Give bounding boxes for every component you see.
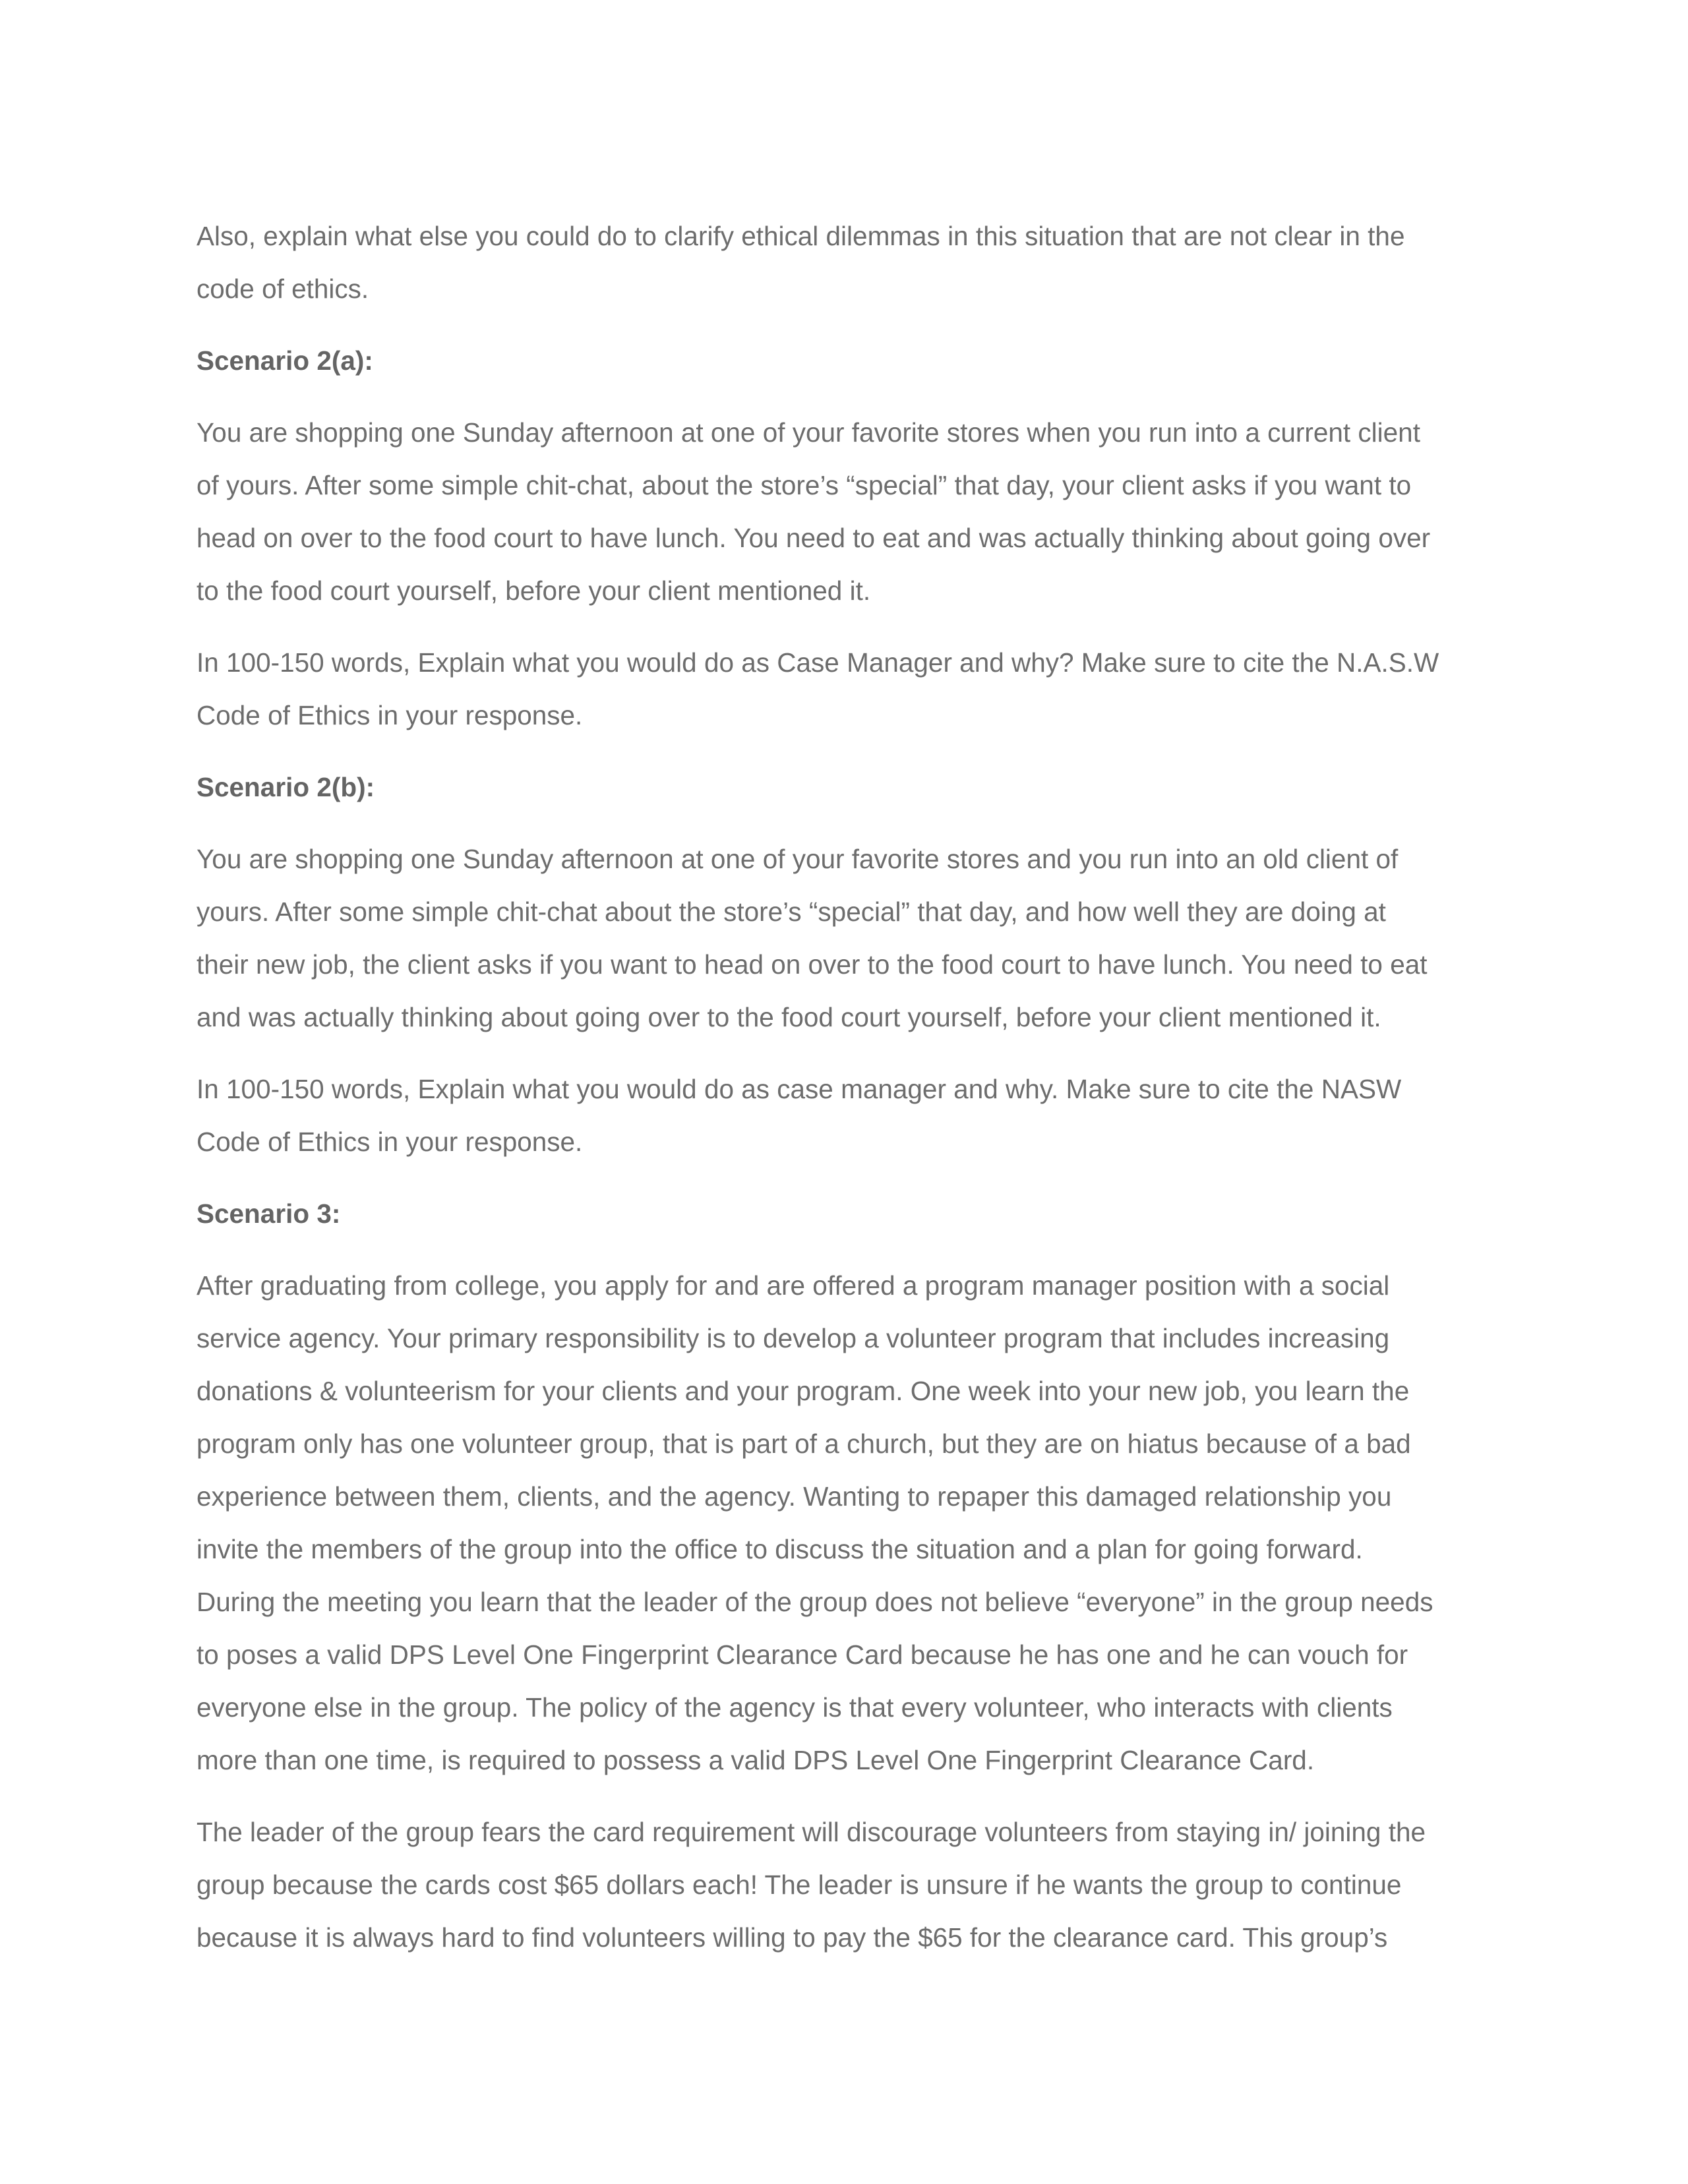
text-line: and was actually thinking about going over to the food court yourself, before your client mentioned it.	[196, 1002, 1381, 1032]
text-line: yours. After some simple chit-chat about the store’s “special” that day, and how well they are doing at	[196, 897, 1386, 927]
text-line: their new job, the client asks if you want to head on over to the food court to have lunch. You need to eat	[196, 949, 1428, 980]
text-line: to poses a valid DPS Level One Fingerprint Clearance Card because he has one and he can vouch for	[196, 1639, 1408, 1670]
text-line: During the meeting you learn that the leader of the group does not believe “everyone” in the group needs	[196, 1587, 1433, 1617]
text-line: Code of Ethics in your response.	[196, 1127, 583, 1157]
text-line: In 100-150 words, Explain what you would do as case manager and why. Make sure to cite the NASW	[196, 1074, 1402, 1104]
text-line: code of ethics.	[196, 274, 369, 304]
document-body	[196, 210, 1489, 1983]
text-line: invite the members of the group into the office to discuss the situation and a plan for going forward.	[196, 1534, 1363, 1564]
scenario-2b-body	[196, 833, 1489, 1044]
text-line: After graduating from college, you apply for and are offered a program manager position with a social	[196, 1270, 1390, 1301]
intro-paragraph	[196, 210, 1489, 315]
text-line: You are shopping one Sunday afternoon at one of your favorite stores when you run into a current client	[196, 417, 1420, 448]
scenario-2b-heading: Scenario 2(b):	[196, 772, 375, 802]
text-line: program only has one volunteer group, that is part of a church, but they are on hiatus because of a bad	[196, 1429, 1411, 1459]
scenario-2a-prompt	[196, 636, 1489, 742]
text-line: experience between them, clients, and the agency. Wanting to repaper this damaged relationship you	[196, 1481, 1392, 1512]
text-line: In 100-150 words, Explain what you would do as Case Manager and why? Make sure to cite the N.A.S.W	[196, 647, 1439, 678]
text-line: Code of Ethics in your response.	[196, 700, 583, 730]
text-line: of yours. After some simple chit-chat, about the store’s “special” that day, your client asks if you want to	[196, 470, 1412, 500]
scenario-3-heading: Scenario 3:	[196, 1198, 341, 1229]
scenario-2b-prompt	[196, 1063, 1489, 1168]
scenario-2a-body	[196, 406, 1489, 617]
text-line: to the food court yourself, before your client mentioned it.	[196, 576, 871, 606]
scenario-3-body	[196, 1259, 1489, 1786]
text-line: Also, explain what else you could do to clarify ethical dilemmas in this situation that are not clear in the	[196, 221, 1405, 251]
text-line: group because the cards cost $65 dollars each! The leader is unsure if he wants the group to continue	[196, 1870, 1402, 1900]
scenario-3-continuation	[196, 1806, 1489, 1964]
text-line: because it is always hard to find volunteers willing to pay the $65 for the clearance card. This group’s	[196, 1922, 1388, 1953]
text-line: donations & volunteerism for your clients and your program. One week into your new job, you learn the	[196, 1376, 1410, 1406]
text-line: service agency. Your primary responsibility is to develop a volunteer program that includes increasing	[196, 1323, 1390, 1353]
scenario-2a-heading: Scenario 2(a):	[196, 345, 373, 376]
text-line: everyone else in the group. The policy of the agency is that every volunteer, who interacts with clients	[196, 1692, 1393, 1723]
text-line: You are shopping one Sunday afternoon at one of your favorite stores and you run into an old client of	[196, 844, 1399, 874]
text-line: The leader of the group fears the card requirement will discourage volunteers from staying in/ joining the	[196, 1817, 1426, 1847]
text-line: more than one time, is required to possess a valid DPS Level One Fingerprint Clearance Card.	[196, 1745, 1315, 1775]
text-line: head on over to the food court to have lunch. You need to eat and was actually thinking about going over	[196, 523, 1431, 553]
